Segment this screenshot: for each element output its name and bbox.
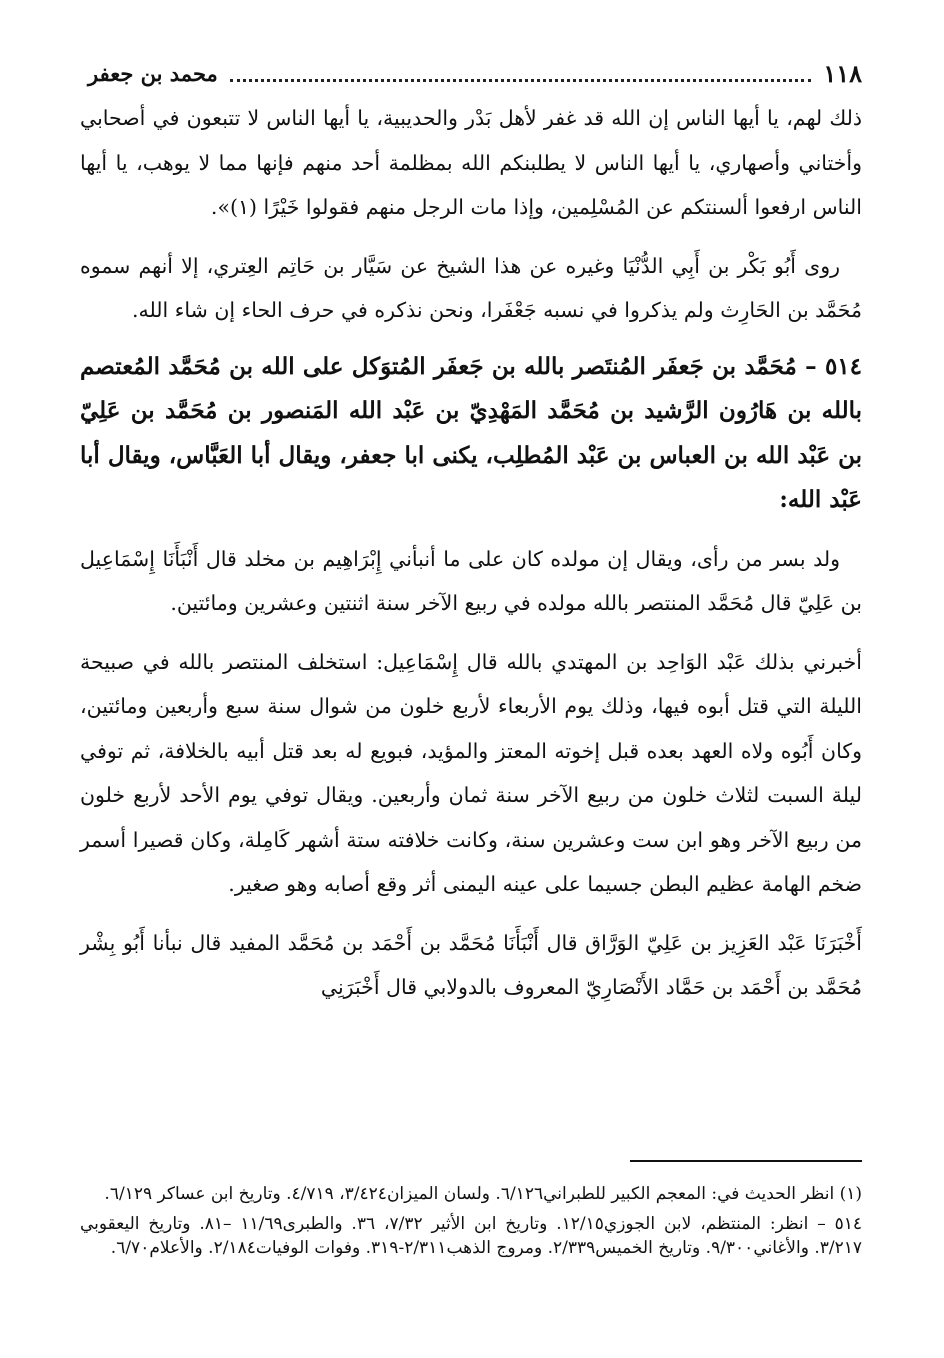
main-text bbox=[80, 96, 862, 1010]
running-title: محمد بن جعفر bbox=[88, 60, 218, 86]
footnote-1: (١) انظر الحديث في: المعجم الكبير للطبراني٦/١٢٦. ولسان الميزان٣/٤٢٤، ٤/٧١٩. وتاريخ ابن عساكر ٦/١٢٩. bbox=[104, 1184, 862, 1204]
entry-heading-514: ٥١٤ – مُحَمَّد بن جَعفَر المُنتَصر بالله بن جَعفَر المُتوَكل على الله بن مُحَمَّد المُعتصم بالله بن هَارُون الرَّشيد بن مُحَمَّد المَهْدِيّ بن عَبْد الله المَنصور بن مُحَمَّد بن عَلِيّ بن عَبْد الله بن العباس بن عَبْد المُطلِب، يكنى ابا جعفر، ويقال أبا العَبَّاس، ويقال أبا عَبْد الله: bbox=[80, 352, 862, 513]
page-header bbox=[88, 56, 862, 90]
footnote-divider bbox=[630, 1160, 862, 1162]
paragraph-birth: ولد بسر من رأى، ويقال إن مولده كان على ما أنبأني إِبْرَاهِيم بن مخلد قال أَنْبَأَنَا إِسْمَاعِيل بن عَلِيّ قال مُحَمَّد المنتصر بالله مولده في ربيع الآخر سنة اثنتين وعشرين ومائتين. bbox=[80, 546, 862, 615]
footnote-514: ٥١٤ – انظر: المنتظم، لابن الجوزي١٢/١٥. وتاريخ ابن الأثير ٧/٣٢، ٣٦. والطبرى١١/٦٩ –٨١. وتاريخ اليعقوبي ٣/٢١٧. والأغاني٩/٣٠٠. وتاريخ الخميس٢/٣٣٩. ومروج الذهب٢/٣١١-٣١٩. وفوات الوفيات٢/١٨٤. والأعلام٦/٧٠. bbox=[80, 1214, 863, 1258]
header-dotted-leader bbox=[230, 65, 812, 82]
page-number: ١١٨ bbox=[823, 58, 862, 88]
paragraph-caliphate: أخبرني بذلك عَبْد الوَاحِد بن المهتدي بالله قال إِسْمَاعِيل: استخلف المنتصر بالله في صبيحة الليلة التي قتل أبوه فيها، وذلك يوم الأربعاء لأربع خلون من شوال سنة سبع وأربعين ومائتين، وكان أَبُوه ولاه العهد بعده قبل إخوته المعتز والمؤيد، فبويع له بعد قتل أبيه بالخلافة، ثم توفي ليلة السبت لثلاث خلون من ربيع الآخر سنة ثمان وأربعين. ويقال توفي يوم الأحد لأربع خلون من ربيع الآخر وهو ابن ست وعشرين سنة، وكانت خلافته ستة أشهر كَامِلة، وكان قصيرا أسمر ضخم الهامة عظيم البطن جسيما على عينه اليمنى أثر وقع أصابه وهو صغير. bbox=[80, 649, 862, 896]
footnotes bbox=[80, 1182, 862, 1266]
paragraph-narration-note: روى أَبُو بَكْر بن أَبِي الدُّنْيَا وغيره عن هذا الشيخ عن سَيَّار بن حَاتِم العِتري، إلا أنهم سموه مُحَمَّد بن الحَارِث ولم يذكروا في نسبه جَعْفَرا، ونحن نذكره في حرف الحاء إن شاء الله. bbox=[80, 253, 862, 322]
paragraph-isnad: أَخْبَرَنَا عَبْد العَزِيز بن عَلِيّ الوَرَّاق قال أَنْبَأَنَا مُحَمَّد بن أَحْمَد بن مُحَمَّد المفيد قال نبأنا أَبُو بِشْر مُحَمَّد بن أَحْمَد بن حَمَّاد الأَنْصَارِيّ المعروف بالدولابي قال أَخْبَرَنِي bbox=[80, 930, 862, 999]
paragraph-hadith-end: ذلك لهم، يا أيها الناس إن الله قد غفر لأهل بَدْر والحديبية، يا أيها الناس لا تتبعون في أصحابي وأختاني وأصهاري، يا أيها الناس لا يطلبنكم الله بمظلمة أحد منهم فإنها مما لا يوهب، يا أيها الناس ارفعوا ألسنتكم عن المُسْلِمين، وإذا مات الرجل منهم فقولوا خَيْرًا (١)». bbox=[80, 106, 862, 219]
